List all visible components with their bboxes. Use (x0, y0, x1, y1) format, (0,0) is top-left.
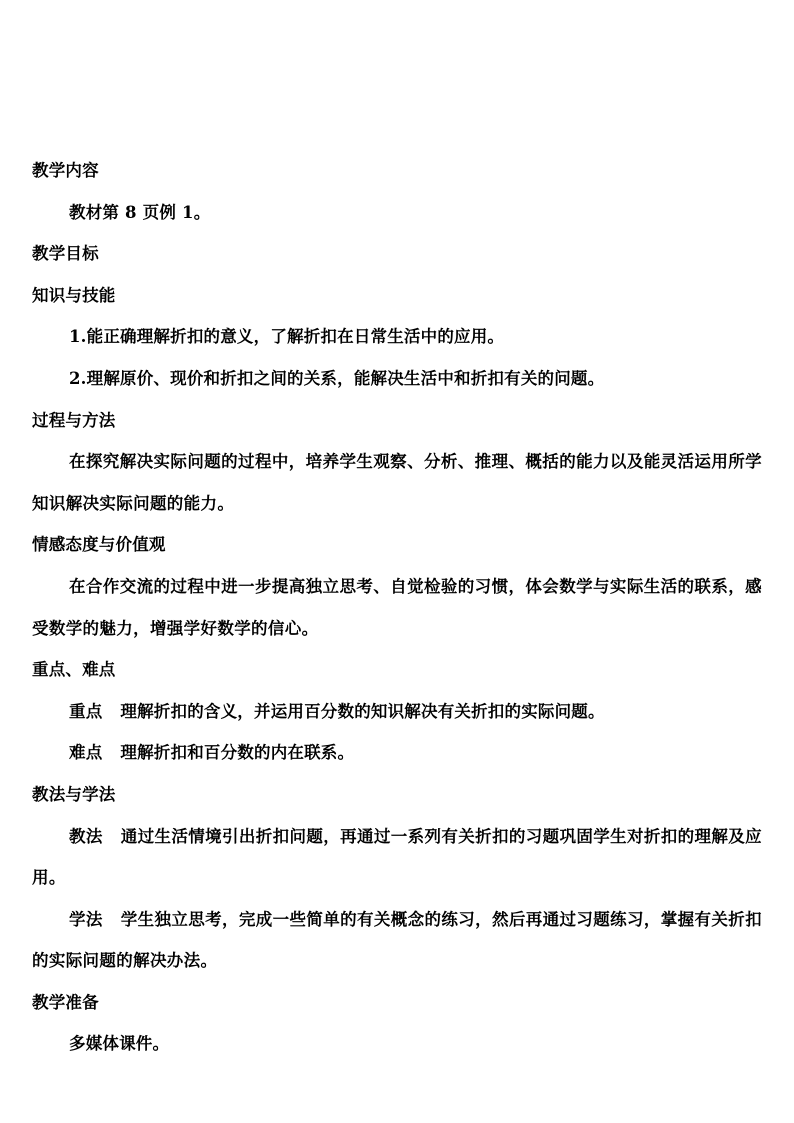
teaching-method-paragraph (32, 816, 762, 899)
learning-method-paragraph (32, 899, 762, 982)
teaching-method-text: 通过生活情境引出折扣问题，再通过一系列有关折扣的习题巩固学生对折扣的理解及应用。 (32, 826, 762, 888)
heading-teaching-goals: 教学目标 (32, 244, 99, 264)
heading-teaching-content: 教学内容 (32, 161, 99, 180)
process-methods-text: 在探究解决实际问题的过程中，培养学生观察、分析、推理、概括的能力以及能灵活运用所学知识解决实际问题的能力。 (32, 452, 762, 513)
heading-teaching-preparation: 教学准备 (32, 992, 99, 1012)
key-point-label: 重点 (69, 701, 103, 721)
learning-method-label: 学法 (69, 909, 103, 929)
heading-knowledge-skills: 知识与技能 (32, 285, 116, 305)
knowledge-item-1: 1.能正确理解折扣的意义，了解折扣在日常生活中的应用。 (69, 327, 505, 347)
heading-key-difficult-points: 重点、难点 (32, 660, 116, 680)
difficult-point-label: 难点 (69, 743, 103, 763)
key-point-line (32, 691, 762, 733)
knowledge-item-2: 2.理解原价、现价和折扣之间的关系，能解决生活中和折扣有关的问题。 (69, 368, 605, 388)
document-page (32, 150, 762, 1065)
difficult-point-text: 理解折扣和百分数的内在联系。 (120, 743, 355, 763)
teaching-method-label: 教法 (69, 826, 103, 846)
heading-teaching-learning-methods: 教法与学法 (32, 784, 116, 804)
difficult-point-line (32, 732, 762, 774)
heading-process-methods: 过程与方法 (32, 410, 116, 430)
emotion-values-text: 在合作交流的过程中进一步提高独立思考、自觉检验的习惯，体会数学与实际生活的联系，感受数学的魅力，增强学好数学的信心。 (32, 576, 762, 638)
teaching-preparation-text: 多媒体课件。 (69, 1034, 170, 1054)
learning-method-text: 学生独立思考，完成一些简单的有关概念的练习，然后再通过习题练习，掌握有关折扣的实际问题的解决办法。 (32, 909, 762, 971)
heading-emotion-values: 情感态度与价值观 (32, 535, 166, 555)
teaching-content-text: 教材第 8 页例 1。 (69, 202, 211, 222)
key-point-text: 理解折扣的含义，并运用百分数的知识解决有关折扣的实际问题。 (120, 701, 605, 721)
